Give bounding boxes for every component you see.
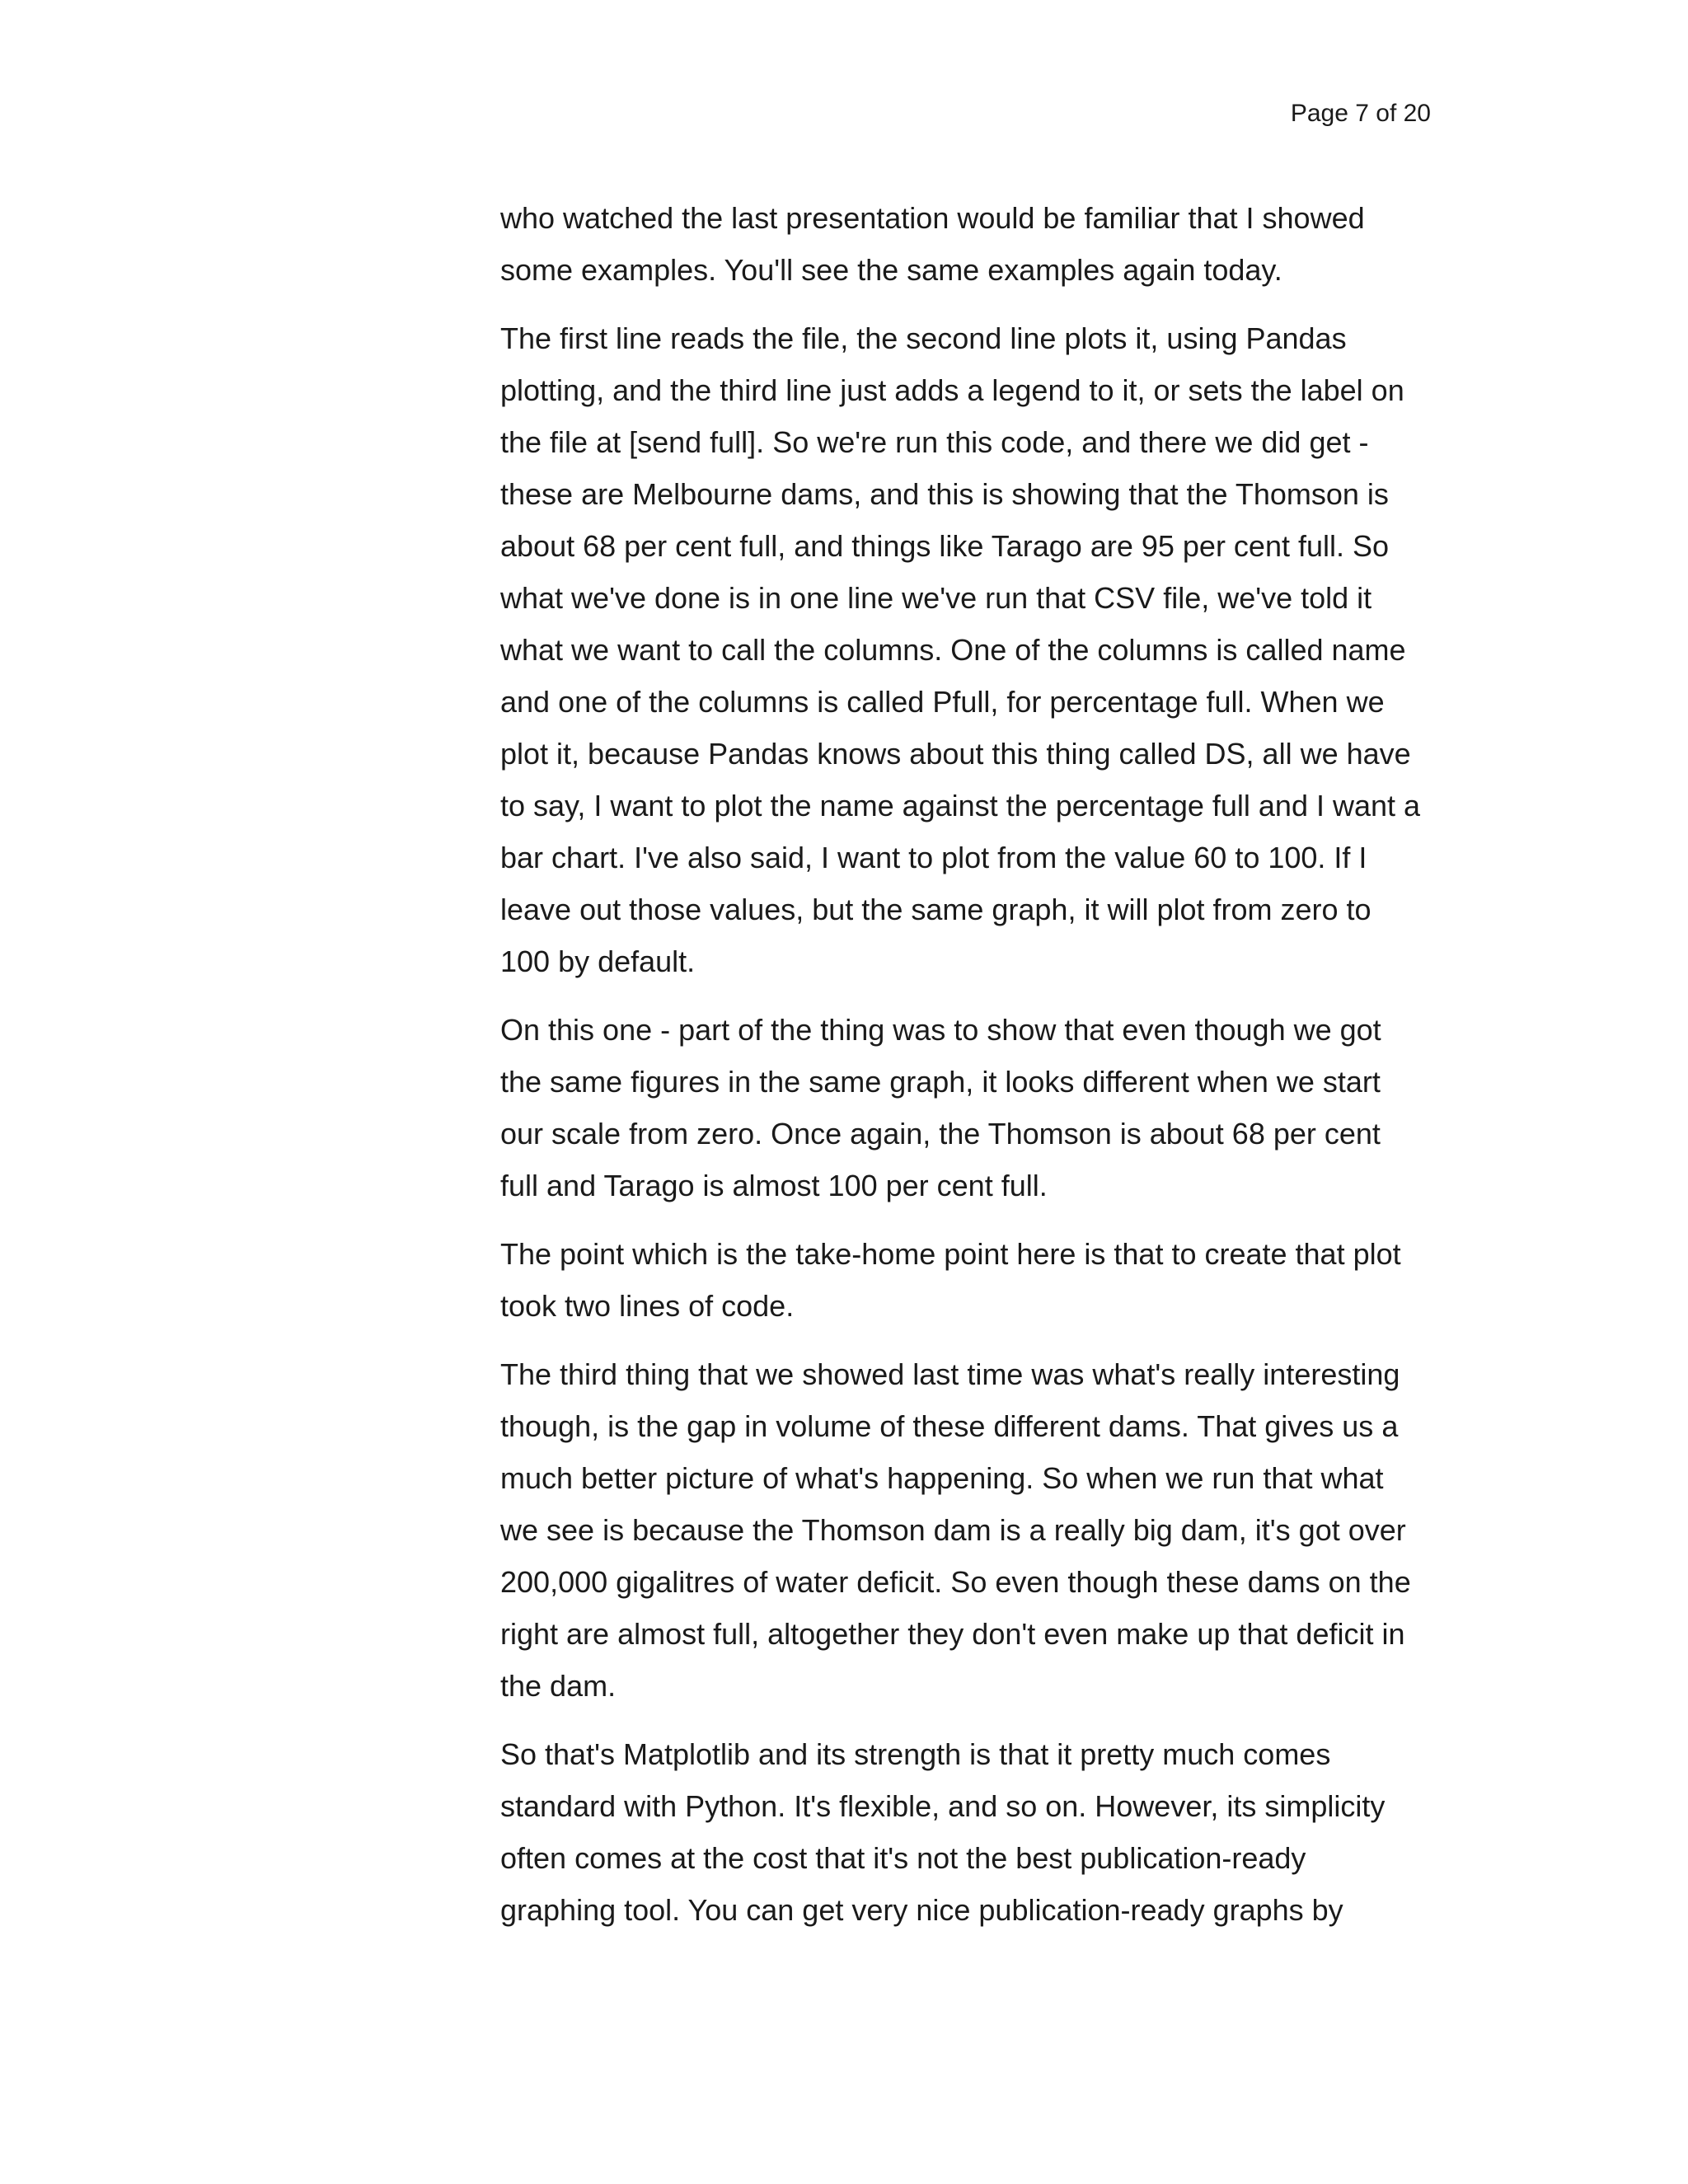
paragraph: who watched the last presentation would be familiar that I showed some examples. You'll see the same examples again today. bbox=[500, 201, 1365, 287]
paragraph: So that's Matplotlib and its strength is that it pretty much comes standard with Python. It's flexible, and so on. However, its simplicity often comes at the cost that it's not the best publication-ready graphing tool. You can get very nice publication-ready graphs by bbox=[500, 1737, 1386, 1927]
paragraph: The third thing that we showed last time was what's really interesting though, is the gap in volume of these different dams. That gives us a much better picture of what's happening. So when we run that what we see is because the Thomson dam is a really big dam, it's got over 200,000 gigalitres of water deficit. So even though these dams on the right are almost full, altogether they don't even make up that deficit in the dam. bbox=[500, 1357, 1411, 1703]
page-number: Page 7 of 20 bbox=[1290, 100, 1431, 127]
paragraph: The point which is the take-home point here is that to create that plot took two lines of code. bbox=[500, 1237, 1401, 1323]
paragraph: The first line reads the file, the second line plots it, using Pandas plotting, and the third line just adds a legend to it, or sets the label on the file at [send full]. So we're run this code, and there we did get - these are Melbourne dams, and this is showing that the Thomson is about 68 per cent full, and things like Tarago are 95 per cent full. So what we've done is in one line we've run that CSV file, we've told it what we want to call the columns. One of the columns is called name and one of the columns is called Pfull, for percentage full. When we plot it, because Pandas knows about this thing called DS, all we have to say, I want to plot the name against the percentage full and I want a bar chart. I've also said, I want to plot from the value 60 to 100. If I leave out those values, but the same graph, it will plot from zero to 100 by default. bbox=[500, 321, 1421, 978]
transcript-body bbox=[500, 192, 1440, 1952]
paragraph: On this one - part of the thing was to show that even though we got the same figures in the same graph, it looks different when we start our scale from zero. Once again, the Thomson is about 68 per cent full and Tarago is almost 100 per cent full. bbox=[500, 1013, 1381, 1202]
